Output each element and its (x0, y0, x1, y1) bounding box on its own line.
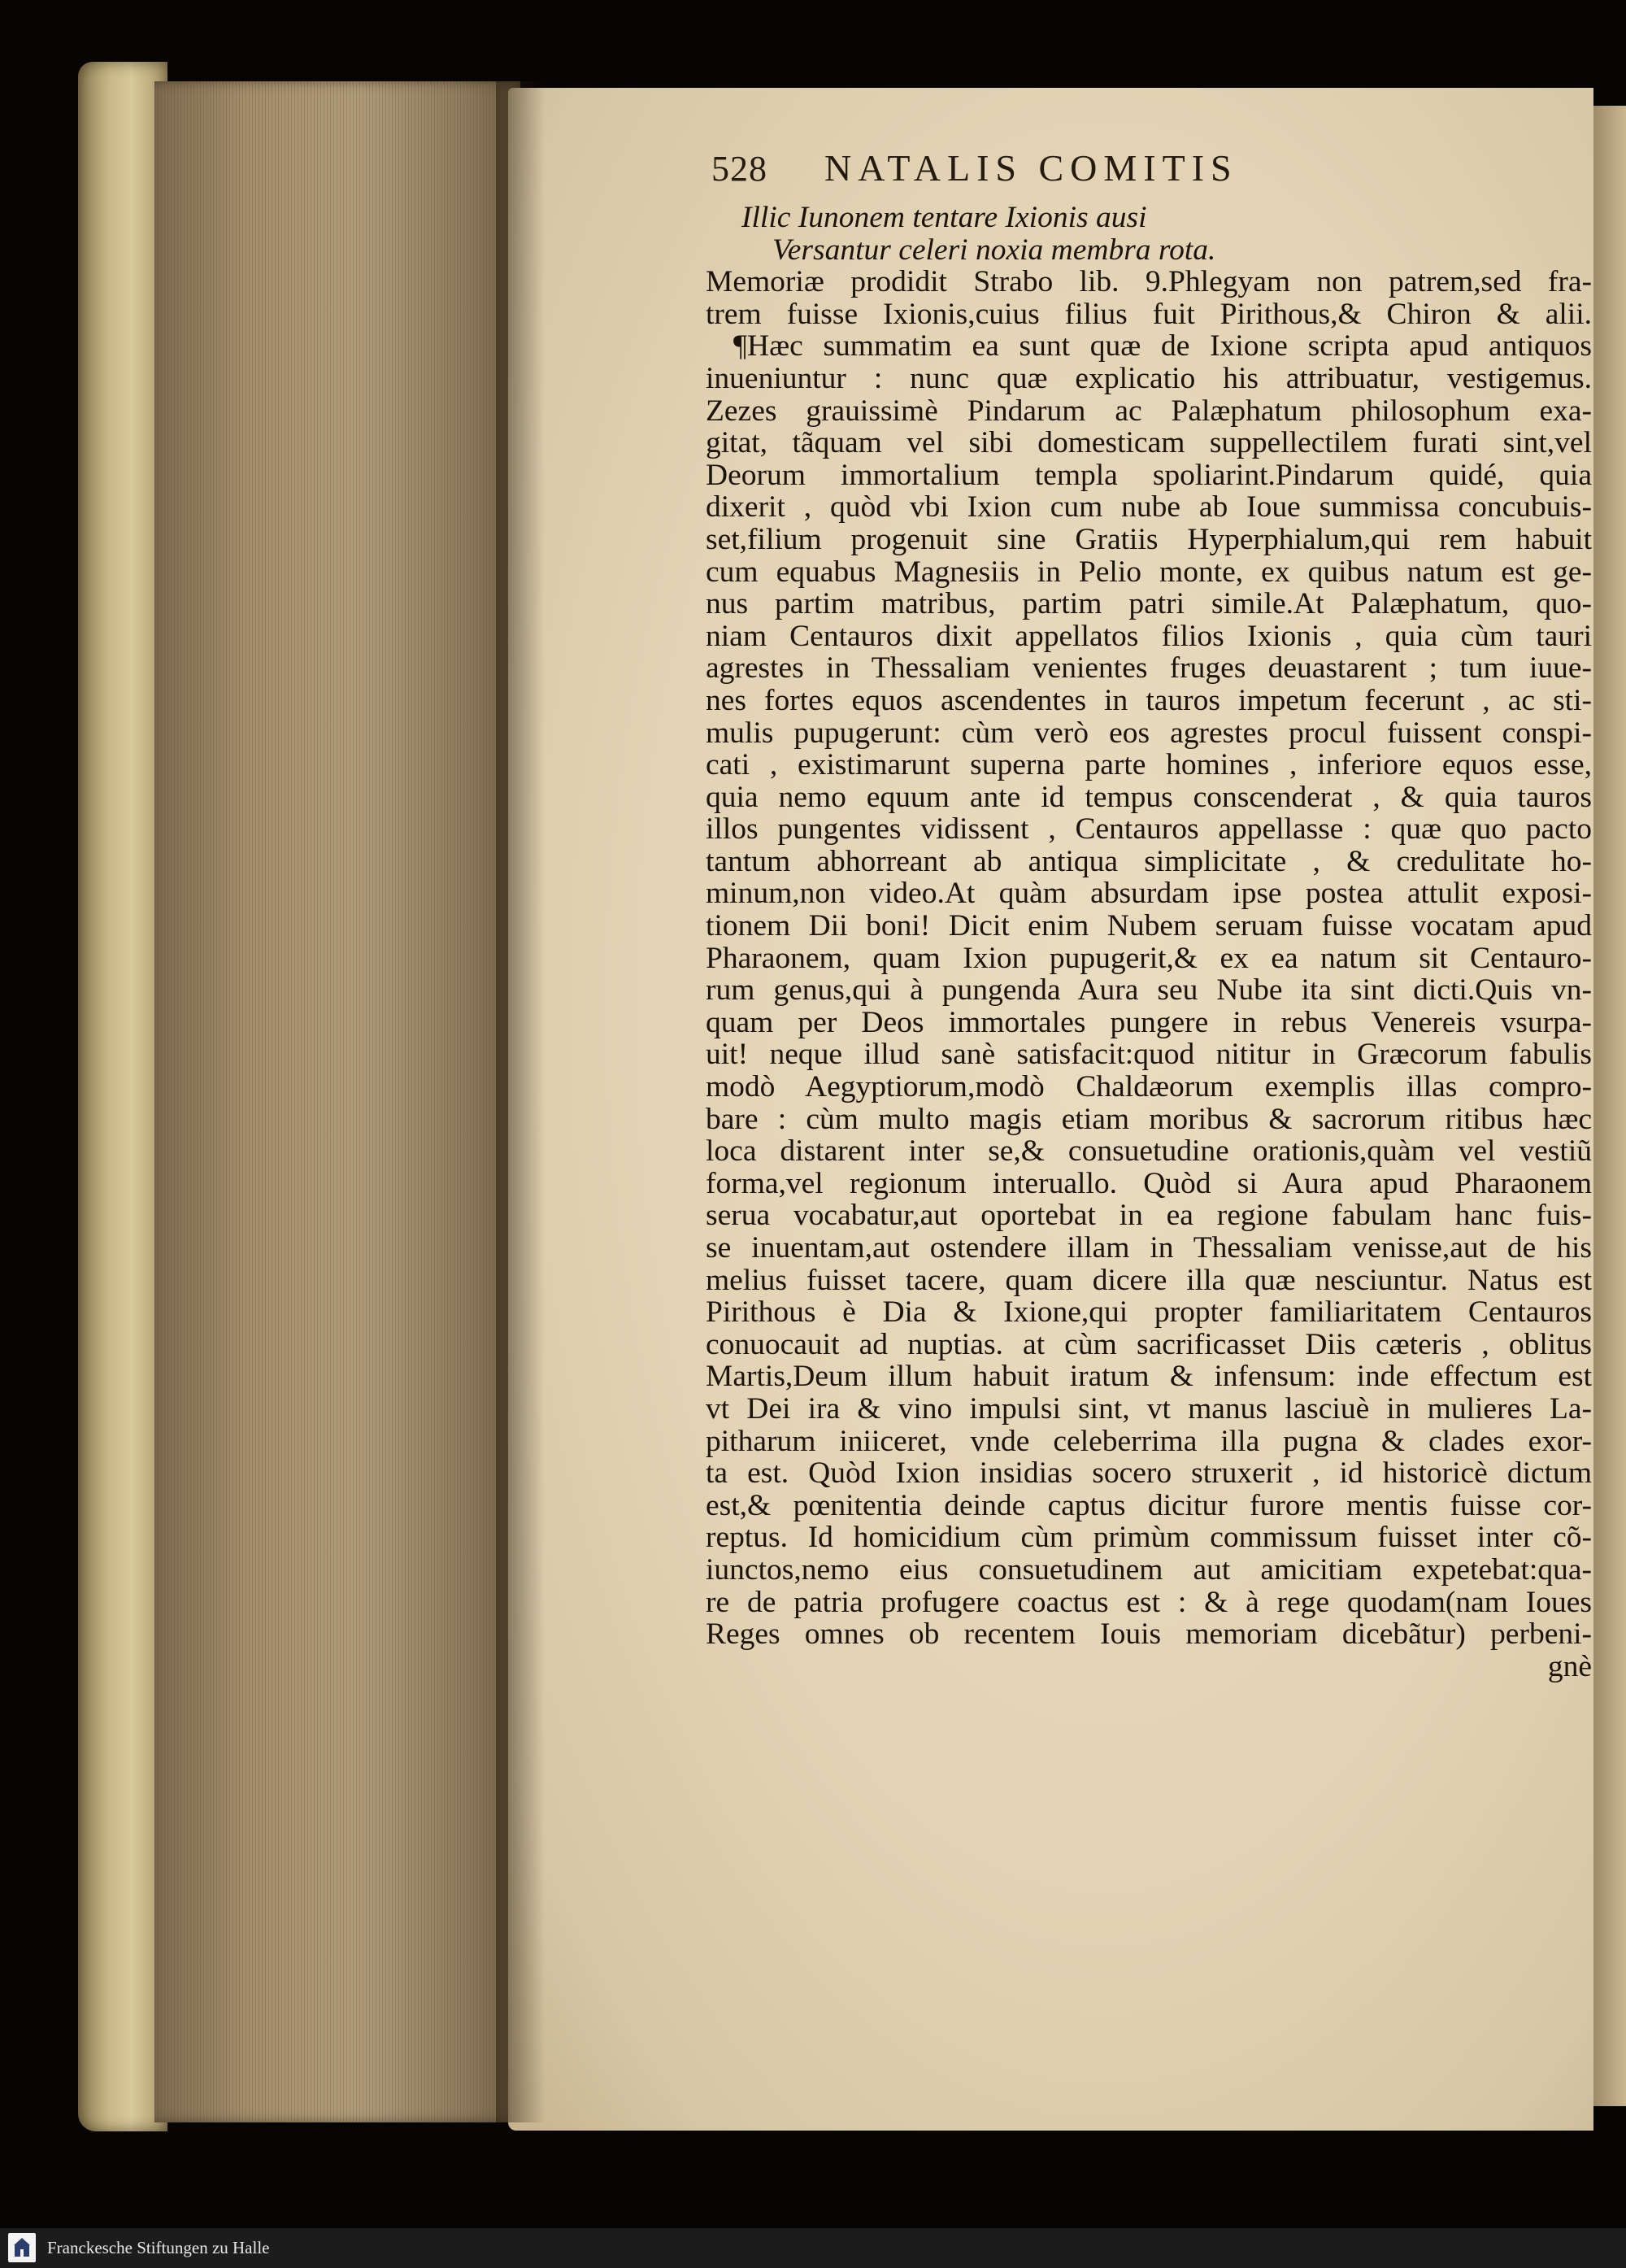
text-line: rum genus,qui à pungenda Aura seu Nube ita sint dicti.Quis vn- (706, 973, 1592, 1008)
text-line: inueniuntur : nunc quæ explicatio his attribuatur, vestigemus. (706, 361, 1592, 395)
text-line: Memoriæ prodidit Strabo lib. 9.Phlegyam non patrem,sed fra- (706, 265, 1592, 299)
footer-institution: Franckesche Stiftungen zu Halle (47, 2238, 270, 2257)
text-line: gnè (1547, 1649, 1592, 1683)
text-line: quam per Deos immortales pungere in rebus Venereis vsurpa- (706, 1005, 1592, 1039)
text-line: nus partim matribus, partim patri simile.At Palæphatum, quo- (706, 587, 1592, 621)
text-line: illos pungentes vidissent , Centauros appellasse : quæ quo pacto (706, 812, 1592, 847)
text-line: gitat, tãquam vel sibi domesticam suppellectilem furati sint,vel (706, 426, 1592, 460)
text-line: serua vocabatur,aut oportebat in ea regione fabulam hanc fuis- (706, 1199, 1592, 1233)
text-line: pitharum iniiceret, vnde celeberrima illa pugna & clades exor- (706, 1424, 1592, 1458)
text-line: cum equabus Magnesiis in Pelio monte, ex quibus natum est ge- (706, 555, 1592, 589)
next-page-edge (1593, 106, 1626, 2106)
text-line: bare : cùm multo magis etiam moribus & sacrorum ritibus hæc (706, 1102, 1592, 1136)
text-line: Deorum immortalium templa spoliarint.Pindarum quidé, quia (706, 458, 1592, 492)
text-line: se inuentam,aut ostendere illam in Thessaliam venisse,aut de his (706, 1231, 1592, 1265)
running-title: NATALIS COMITIS (824, 147, 1238, 189)
text-line: uit! neque illud sanè satisfacit:quod nititur in Græcorum fabulis (706, 1038, 1592, 1072)
text-line: nes fortes equos ascendentes in tauros impetum fecerunt , ac sti- (706, 683, 1592, 717)
text-line: forma,vel regionum interuallo. Quòd si Aura apud Pharaonem (706, 1166, 1592, 1200)
text-line: quia nemo equum ante id tempus conscenderat , & quia tauros (706, 780, 1592, 814)
text-line: modò Aegyptiorum,modò Chaldæorum exemplis illas compro- (706, 1070, 1592, 1104)
page-edges (154, 81, 520, 2122)
text-line: dixerit , quòd vbi Ixion cum nube ab Ioue summissa concubuis- (706, 490, 1592, 525)
text-line: set,filium progenuit sine Gratiis Hyperphialum,qui rem habuit (706, 522, 1592, 556)
text-line: minum,non video.At quàm absurdam ipse postea attulit exposi- (706, 877, 1592, 911)
text-line: trem fuisse Ixionis,cuius filius fuit Pirithous,& Chiron & alii. (706, 297, 1592, 331)
text-line: ta est. Quòd Ixion insidias socero struxerit , id historicè dictum (706, 1456, 1592, 1491)
text-line: re de patria profugere coactus est : & à rege quodam(nam Ioues (706, 1585, 1592, 1619)
foundation-logo-icon (8, 2233, 36, 2262)
text-line: vt Dei ira & vino impulsi sint, vt manus lasciuè in mulieres La- (706, 1391, 1592, 1426)
text-line: Pharaonem, quam Ixion pupugerit,& ex ea natum sit Centauro- (706, 941, 1592, 975)
text-line: Versantur celeri noxia membra rota. (772, 233, 1216, 267)
text-line: iunctos,nemo eius consuetudinem aut amicitiam expetebat:qua- (706, 1552, 1592, 1587)
text-line: niam Centauros dixit appellatos filios Ixionis , quia cùm tauri (706, 619, 1592, 653)
text-line: agrestes in Thessaliam venientes fruges deuastarent ; tum iuue- (706, 651, 1592, 686)
text-line: Reges omnes ob recentem Iouis memoriam dicebãtur) perbeni- (706, 1617, 1592, 1652)
text-line: Martis,Deum illum habuit iratum & infensum: inde effectum est (706, 1360, 1592, 1394)
text-line: Pirithous è Dia & Ixione,qui propter familiaritatem Centauros (706, 1295, 1592, 1330)
footer-bar (0, 2228, 1626, 2268)
gutter-shadow (496, 81, 545, 2122)
text-line: reptus. Id homicidium cùm primùm commissum fuisset inter cõ- (706, 1521, 1592, 1555)
page-number: 528 (711, 149, 767, 189)
text-line: tantum abhorreant ab antiqua simplicitate , & credulitate ho- (706, 844, 1592, 878)
text-line: ¶Hæc summatim ea sunt quæ de Ixione scripta apud antiquos (733, 329, 1592, 363)
text-line: tionem Dii boni! Dicit enim Nubem seruam fuisse vocatam apud (706, 909, 1592, 943)
text-line: melius fuisset tacere, quam dicere illa quæ nesciuntur. Natus est (706, 1263, 1592, 1297)
page-text (706, 202, 1592, 1682)
text-line: mulis pupugerunt: cùm verò eos agrestes procul fuissent conspi- (706, 716, 1592, 750)
text-line: est,& pœnitentia deinde captus dicitur furore mentis fuisse cor- (706, 1488, 1592, 1522)
text-line: cati , existimarunt superna parte homines , inferiore equos esse, (706, 748, 1592, 782)
text-line: Illic Iunonem tentare Ixionis ausi (741, 201, 1147, 234)
text-line: conuocauit ad nuptias. at cùm sacrificasset Diis cæteris , oblitus (706, 1327, 1592, 1361)
text-line: loca distarent inter se,& consuetudine orationis,quàm vel vestiũ (706, 1134, 1592, 1169)
running-head (711, 146, 1589, 192)
text-line: Zezes grauissimè Pindarum ac Palæphatum philosophum exa- (706, 394, 1592, 428)
